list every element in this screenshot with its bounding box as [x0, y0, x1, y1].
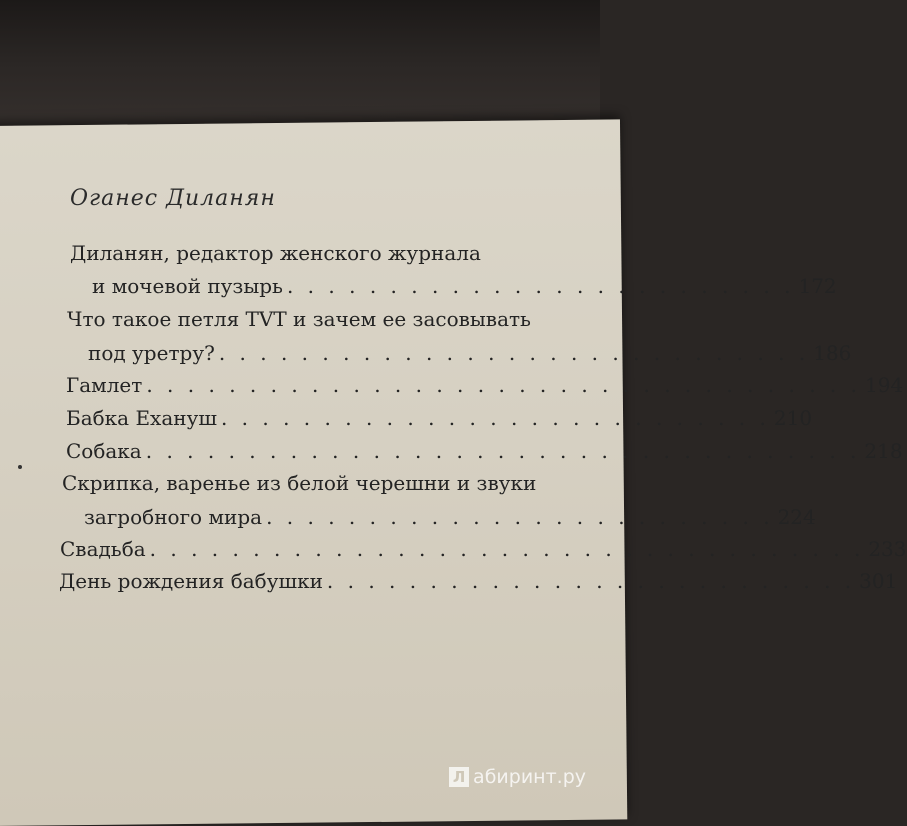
toc-entry-title: Собака: [66, 439, 142, 463]
leader-dots: . . . . . . . . . . . . . . . . . . . . . . . . .: [266, 505, 774, 529]
toc-page-number: 301: [859, 569, 898, 593]
leader-dots: . . . . . . . . . . . . . . . . . . . . . . . . . . . . . . . . . . .: [149, 537, 865, 561]
toc-entry: [66, 437, 903, 463]
toc-entry: [92, 272, 837, 298]
toc-entry-title: и мочевой пузырь: [92, 274, 283, 298]
toc-entry-title: под уретру?: [88, 341, 215, 365]
toc-entry: [60, 535, 907, 561]
leader-dots: . . . . . . . . . . . . . . . . . . . . . . . . . . . . . . . . . . .: [145, 439, 861, 463]
toc-page-number: 172: [798, 274, 837, 298]
toc-entry-line: Что такое петля TVT и зачем ее засовывать: [67, 307, 531, 331]
toc-entry: [59, 567, 898, 593]
leader-dots: . . . . . . . . . . . . . . . . . . . . . . . . . . . . . . . . . . .: [146, 373, 861, 397]
toc-page-number: 224: [777, 505, 816, 529]
leader-dots: . . . . . . . . . . . . . . . . . . . . . . . . . . .: [220, 406, 770, 430]
watermark-text: абиринт.ру: [473, 766, 586, 788]
toc-entry-title: День рождения бабушки: [59, 569, 323, 593]
leader-dots: . . . . . . . . . . . . . . . . . . . . . . . . . .: [326, 569, 856, 593]
toc-page-number: 218: [864, 439, 903, 463]
toc-entry-title: загробного мира: [84, 505, 263, 529]
toc-page-number: 210: [773, 406, 813, 430]
author-heading: Оганес Диланян: [70, 186, 276, 211]
labirint-watermark: [449, 766, 586, 788]
toc-entry: [84, 503, 816, 529]
toc-entry-title: Бабка Ехануш: [66, 406, 217, 430]
toc-entry: [88, 339, 852, 365]
leader-dots: . . . . . . . . . . . . . . . . . . . . . . . . . . . . .: [218, 341, 810, 365]
toc-entry-title: Гамлет: [66, 373, 143, 397]
toc-entry-line: Диланян, редактор женского журнала: [70, 241, 481, 265]
toc-page-number: 194: [865, 373, 904, 397]
toc-entry: [66, 404, 813, 430]
toc-entry-title: Свадьба: [60, 537, 146, 561]
toc-page-number: 233: [868, 537, 907, 561]
labirint-logo-icon: Л: [449, 767, 469, 787]
leader-dots: . . . . . . . . . . . . . . . . . . . . . . . . .: [286, 274, 795, 298]
toc-page-number: 186: [813, 341, 852, 365]
toc-entry: [66, 371, 904, 397]
toc-entry-line: Скрипка, варенье из белой черешни и звуки: [62, 471, 537, 495]
